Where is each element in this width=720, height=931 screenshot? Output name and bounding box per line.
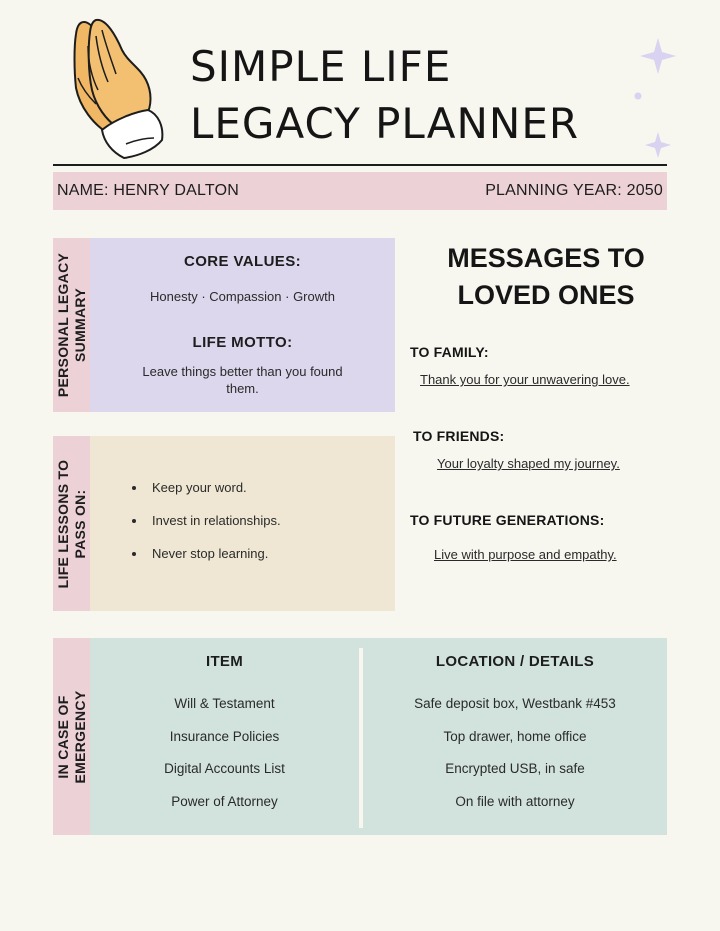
life-motto-heading: LIFE MOTTO: xyxy=(192,334,293,351)
core-values-heading: CORE VALUES: xyxy=(183,253,302,270)
table-cell-location: Encrypted USB, in safe xyxy=(445,761,585,776)
to-friends-message: Your loyalty shaped my journey. xyxy=(437,456,620,471)
emergency-side-tab xyxy=(53,638,90,835)
item-column xyxy=(90,696,359,826)
table-cell-location: Top drawer, home office xyxy=(443,728,587,744)
table-cell-item: Power of Attorney xyxy=(171,793,278,809)
planning-year-field: PLANNING YEAR: 2050 xyxy=(485,182,663,199)
page-title-line2: LEGACY PLANNER xyxy=(190,99,580,148)
to-friends-heading: TO FRIENDS: xyxy=(413,428,505,444)
table-cell-item: Digital Accounts List xyxy=(164,761,285,776)
praying-hands-icon xyxy=(66,16,176,162)
legacy-summary-side-tab xyxy=(53,238,90,412)
life-motto-text-line1: Leave things better than you found xyxy=(142,364,343,379)
location-column xyxy=(363,696,667,826)
messages-title: MESSAGES TO LOVED ONES xyxy=(447,243,645,310)
list-item: Keep your word. xyxy=(128,480,281,513)
legacy-summary-panel xyxy=(90,238,395,412)
list-item: Never stop learning. xyxy=(128,546,281,579)
emergency-column-divider xyxy=(359,648,363,828)
life-lessons-side-label: LIFE LESSONS TO PASS ON: xyxy=(54,459,88,588)
location-column-header: LOCATION / DETAILS xyxy=(435,653,595,670)
sparkles-icon xyxy=(626,36,686,160)
table-cell-location: On file with attorney xyxy=(455,793,575,809)
emergency-table xyxy=(90,638,667,835)
to-future-generations-message: Live with purpose and empathy. xyxy=(434,547,617,562)
item-column-header: ITEM xyxy=(205,653,244,670)
info-bar xyxy=(53,172,667,210)
table-cell-item: Insurance Policies xyxy=(169,728,280,744)
table-cell-item: Will & Testament xyxy=(174,696,275,711)
page-title-line1: SIMPLE LIFE xyxy=(190,42,452,91)
legacy-summary-side-label: PERSONAL LEGACY SUMMARY xyxy=(54,252,88,398)
life-lessons-panel xyxy=(90,436,395,611)
name-field: NAME: HENRY DALTON xyxy=(57,182,240,199)
to-future-generations-heading: TO FUTURE GENERATIONS: xyxy=(410,512,605,528)
life-motto-text-line2: them. xyxy=(226,381,259,396)
life-lessons-list xyxy=(128,480,281,579)
table-cell-location: Safe deposit box, Westbank #453 xyxy=(414,696,616,711)
emergency-side-label: IN CASE OF EMERGENCY xyxy=(54,690,88,783)
core-values-text: Honesty · Compassion · Growth xyxy=(150,289,335,304)
to-family-heading: TO FAMILY: xyxy=(410,344,489,360)
header-divider xyxy=(53,164,667,166)
list-item: Invest in relationships. xyxy=(128,513,281,546)
life-lessons-side-tab xyxy=(53,436,90,611)
to-family-message: Thank you for your unwavering love. xyxy=(420,372,630,387)
